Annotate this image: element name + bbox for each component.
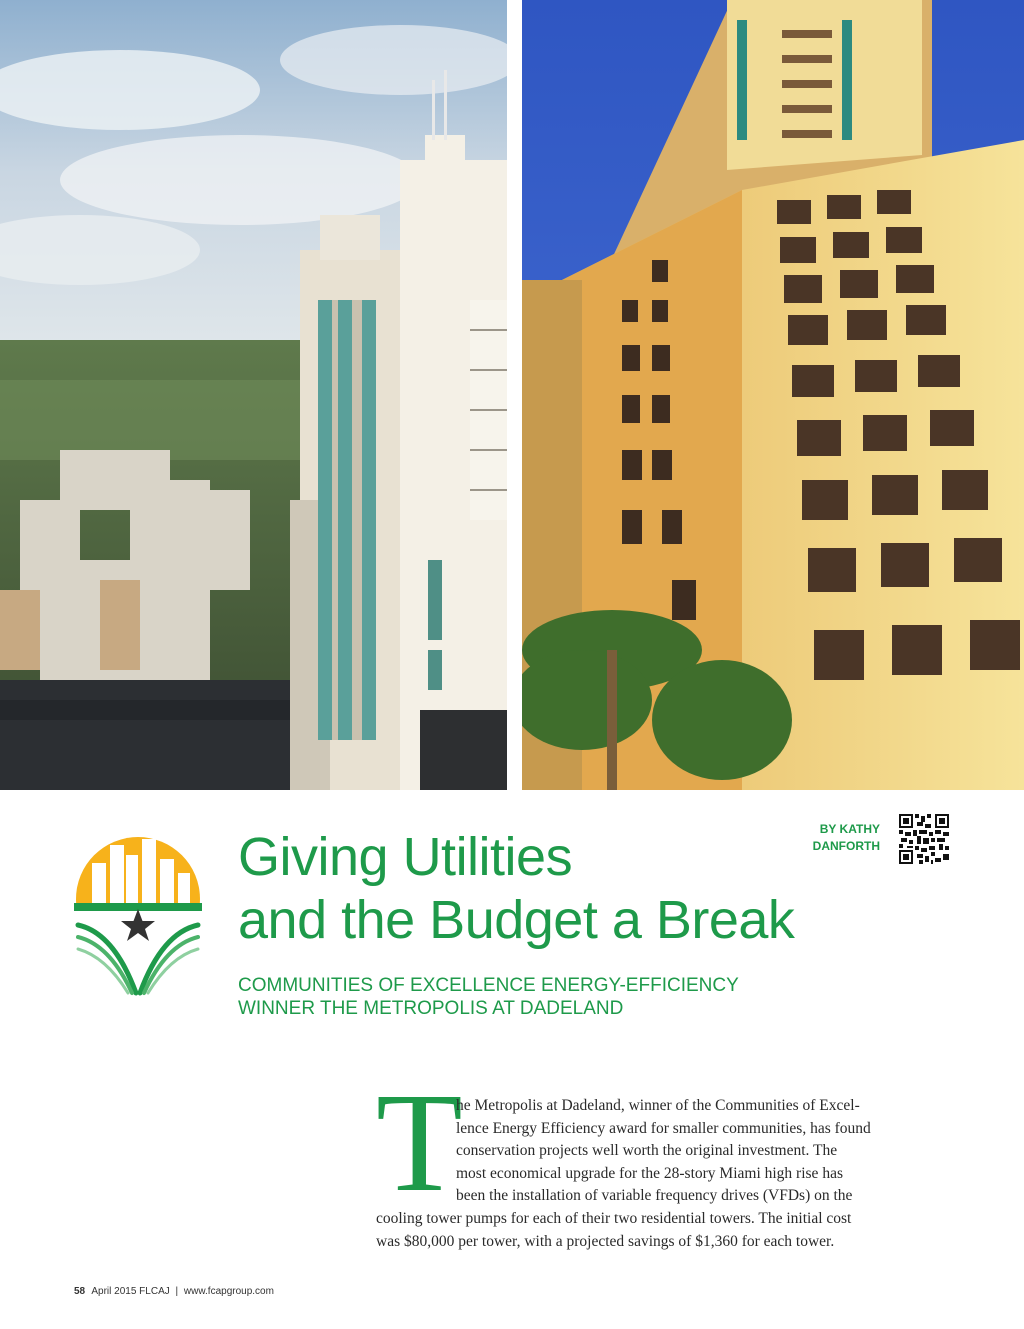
drop-cap: T	[376, 1063, 463, 1221]
issue-date: April 2015	[91, 1286, 137, 1297]
footer-url-link[interactable]: www.fcapgroup.com	[183, 1286, 274, 1297]
communities-of-excellence-logo-icon	[74, 833, 202, 998]
article-body	[376, 1095, 948, 1253]
subhead-line-1: COMMUNITIES OF EXCELLENCE ENERGY-EFFICIENCY	[238, 975, 739, 996]
byline	[780, 821, 880, 855]
headline-line-2: and the Budget a Break	[238, 890, 795, 950]
qr-code-icon[interactable]	[899, 814, 949, 864]
cityscape-photo	[0, 0, 507, 790]
article-subhead	[238, 974, 858, 1020]
article-line: lence Energy Efficiency award for smaller communities, has found	[456, 1119, 871, 1137]
publication-name: FLCAJ	[139, 1286, 170, 1297]
subhead-line-2: WINNER THE METROPOLIS AT DADELAND	[238, 998, 624, 1019]
page-number: 58	[74, 1286, 86, 1297]
article-line: cooling tower pumps for each of their two residential towers. The initial cost	[376, 1209, 852, 1227]
footer-divider: |	[175, 1286, 179, 1297]
cityscape-highrise-photo-icon	[0, 0, 507, 790]
article-line: been the installation of variable frequency drives (VFDs) on the	[456, 1187, 853, 1205]
highrise-photo	[522, 0, 1024, 790]
article-line: he Metropolis at Dadeland, winner of the Communities of Excel-	[456, 1097, 860, 1114]
article-line: most economical upgrade for the 28-story Miami high rise has	[456, 1164, 843, 1182]
article-line: was $80,000 per tower, with a projected savings of $1,360 for each tower.	[376, 1232, 835, 1250]
page-footer	[74, 1286, 274, 1297]
article-line: conservation projects well worth the original investment. The	[456, 1142, 838, 1160]
byline-line-1: BY KATHY	[819, 822, 880, 836]
yellow-highrise-photo-icon	[522, 0, 1024, 790]
byline-line-2: DANFORTH	[812, 839, 880, 853]
headline-line-1: Giving Utilities	[238, 827, 573, 887]
